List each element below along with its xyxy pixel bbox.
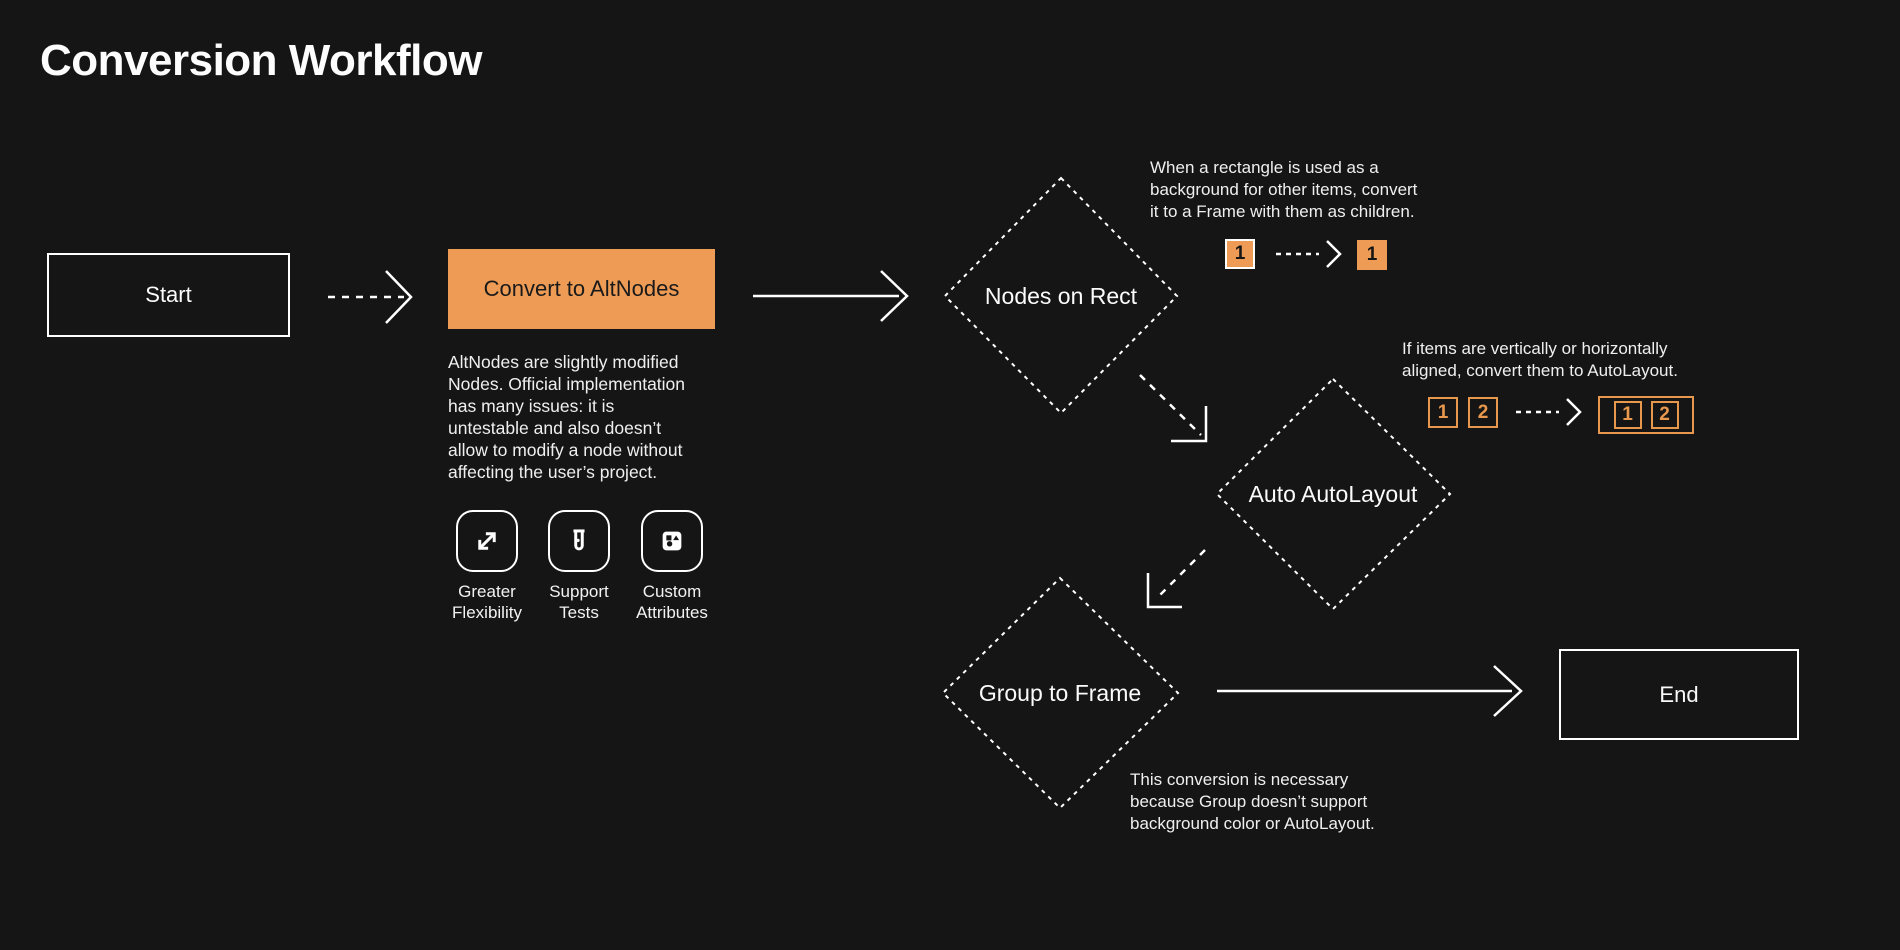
feature-attributes-box: [641, 510, 703, 572]
altnodes-note-line: untestable and also doesn’t: [448, 418, 662, 438]
arrow-grouptoframe-to-end: [1217, 666, 1521, 716]
autolayout-example-group: [1598, 396, 1694, 434]
feature-label-custom-attributes: Custom Attributes: [636, 582, 708, 622]
end-node: [1559, 649, 1799, 740]
autolayout-example-after-2: 2: [1651, 401, 1679, 429]
arrow-convert-to-nodesonrect: [753, 271, 907, 321]
group-to-frame-label: Group to Frame: [978, 680, 1142, 706]
altnodes-note-line: affecting the user’s project.: [448, 462, 658, 482]
rect-example-after-1: 1: [1357, 240, 1387, 270]
nodes-on-rect-label: Nodes on Rect: [984, 283, 1138, 309]
feature-tests-box: [548, 510, 610, 572]
annotation-line: If items are vertically or horizontally: [1402, 339, 1668, 358]
auto-autolayout-label: Auto AutoLayout: [1248, 481, 1418, 507]
convert-to-altnodes-node: [448, 249, 715, 329]
mini-arrow-autolayout-example: [1516, 399, 1580, 425]
annotation-line: This conversion is necessary: [1130, 770, 1349, 789]
annotation-line: When a rectangle is used as a: [1150, 158, 1379, 177]
expand-arrows-icon: [470, 524, 504, 558]
start-node: [47, 253, 290, 337]
rect-example-before-1: 1: [1225, 239, 1255, 269]
arrow-nodesonrect-to-autolayout: [1140, 375, 1206, 441]
altnodes-note-line: has many issues: it is: [448, 396, 615, 416]
autolayout-example-before-1: 1: [1428, 397, 1458, 428]
mini-arrow-rect-example: [1276, 241, 1340, 267]
annotation-line: because Group doesn’t support: [1130, 792, 1368, 811]
autolayout-example-before-2: 2: [1468, 397, 1498, 428]
autolayout-example-after-1: 1: [1614, 401, 1642, 429]
arrow-start-to-convert: [328, 271, 411, 323]
page-title: Conversion Workflow: [40, 36, 482, 85]
altnodes-note-line: allow to modify a node without: [448, 440, 683, 460]
annotation-line: it to a Frame with them as children.: [1150, 202, 1415, 221]
feature-label-greater-flexibility: Greater Flexibility: [452, 582, 522, 622]
altnodes-note-line: AltNodes are slightly modified: [448, 352, 679, 372]
test-tube-icon: [562, 524, 596, 558]
feature-label-support-tests: Support Tests: [549, 582, 609, 622]
start-node-label: Start: [145, 282, 192, 307]
nodes-on-rect-annotation: [1150, 157, 1417, 223]
altnodes-note: [448, 351, 685, 483]
feature-expand-box: [456, 510, 518, 572]
shapes-icon: [655, 524, 689, 558]
annotation-line: aligned, convert them to AutoLayout.: [1402, 361, 1678, 380]
arrow-autolayout-to-grouptoframe: [1148, 550, 1205, 607]
convert-to-altnodes-label: Convert to AltNodes: [483, 276, 680, 301]
group-to-frame-annotation: [1130, 769, 1375, 835]
annotation-line: background for other items, convert: [1150, 180, 1418, 199]
end-node-label: End: [1659, 681, 1699, 707]
auto-autolayout-annotation: [1402, 338, 1678, 382]
annotation-line: background color or AutoLayout.: [1130, 814, 1375, 833]
altnodes-note-line: Nodes. Official implementation: [448, 374, 686, 394]
